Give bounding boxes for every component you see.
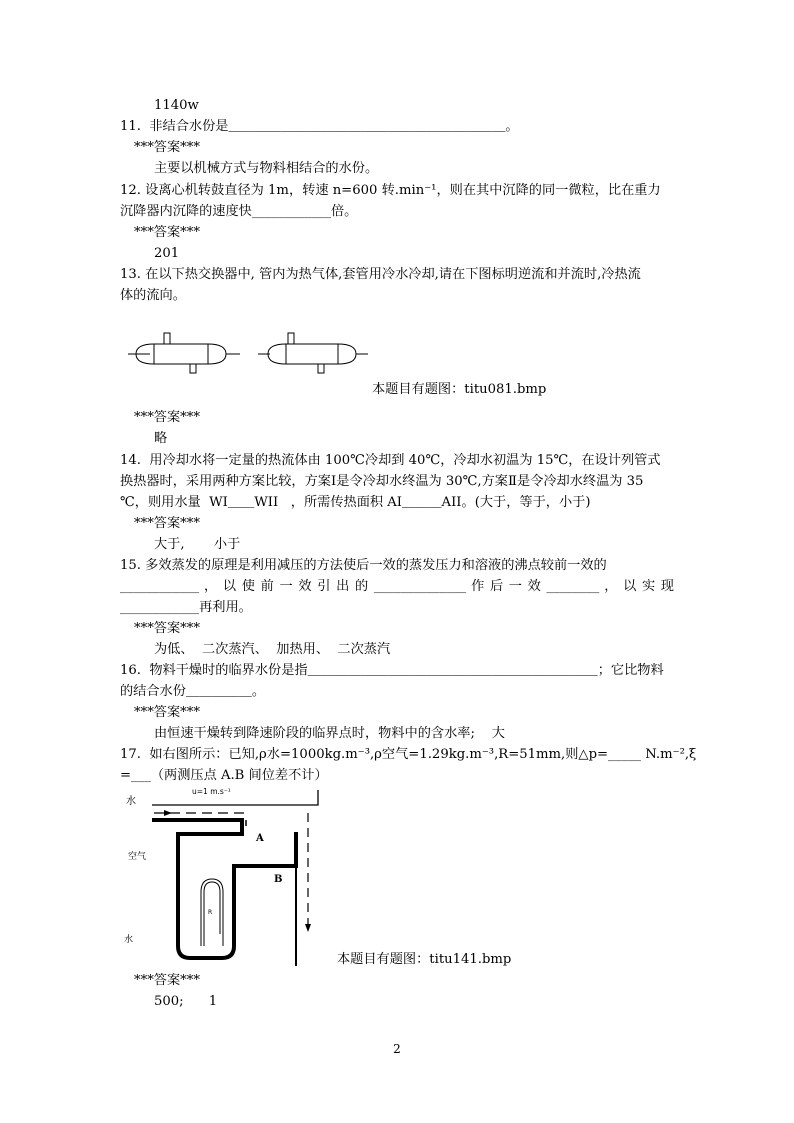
manometer-figure xyxy=(118,786,328,968)
water-inlet-label: 水 xyxy=(126,796,136,807)
question-12-line1: 12. 设离心机转鼓直径为 1m，转速 n=600 转.min⁻¹，则在其中沉降的同一微粒，比在重力 xyxy=(120,183,661,198)
question-13-line2: 体的流向。 xyxy=(120,288,186,303)
point-a-label: A xyxy=(256,833,264,844)
answer-12: 201 xyxy=(154,246,180,261)
air-label: 空气 xyxy=(128,852,147,862)
question-17-line2: =___（两测压点 A.B 间位差不计） xyxy=(120,768,328,783)
answer-11: 主要以机械方式与物料相结合的水份。 xyxy=(154,161,379,176)
answer-heading: ***答案*** xyxy=(134,705,200,720)
point-b-label: B xyxy=(274,874,283,885)
question-11: 11. 非结合水份是＿＿＿＿＿＿＿＿＿＿＿＿＿＿＿＿＿＿＿＿＿。 xyxy=(120,119,519,134)
r-label: R xyxy=(208,909,213,916)
question-15-line2: ____________ ， 以 使 前 一 效 引 出 的 ______________ 作 后 一 效 ________ ， 以 实 现 xyxy=(120,579,674,594)
question-13-line1: 13. 在以下热交换器中, 管内为热气体,套管用冷水冷却,请在下图标明逆流和并流时,冷热流 xyxy=(120,267,641,282)
answer-13: 略 xyxy=(154,431,168,446)
question-14-line2: 换热器时，采用两种方案比较，方案Ⅰ是令冷却水终温为 30℃,方案Ⅱ是令冷却水终温为 35 xyxy=(120,474,644,489)
velocity-label: u=1 m.s⁻¹ xyxy=(192,787,231,796)
question-12-line2: 沉降器内沉降的速度快____________倍。 xyxy=(120,204,358,219)
answer-heading: ***答案*** xyxy=(134,140,200,155)
question-14-line1: 14. 用冷却水将一定量的热流体由 100℃冷却到 40℃，冷却水初温为 15℃，在设计列管式 xyxy=(120,453,661,468)
page-number: 2 xyxy=(393,1042,401,1056)
question-17-line1: 17. 如右图所示：已知,ρ水=1000kg.m⁻³,ρ空气=1.29kg.m⁻³,R=51mm,则△p=_____ N.m⁻²,ξ xyxy=(120,747,697,762)
question-16-line2: 的结合水份＿＿＿＿＿。 xyxy=(120,684,266,699)
answer-heading: ***答案*** xyxy=(134,973,200,988)
answer-17: 500; 1 xyxy=(154,994,218,1009)
answer-heading: ***答案*** xyxy=(134,410,200,425)
question-16-line1: 16. 物料干燥时的临界水份是指＿＿＿＿＿＿＿＿＿＿＿＿＿＿＿＿＿＿＿＿＿＿；它比物料 xyxy=(120,663,664,678)
answer-heading: ***答案*** xyxy=(134,621,200,636)
answer-14: 大于, 小于 xyxy=(154,537,241,552)
answer-16: 由恒速干燥转到降速阶段的临界点时，物料中的含水率; 大 xyxy=(154,726,505,741)
water-label: 水 xyxy=(124,935,134,945)
question-15-line1: 15. 多效蒸发的原理是利用减压的方法使后一效的蒸发压力和溶液的沸点较前一效的 xyxy=(120,558,607,573)
answer-line: 1140w xyxy=(154,98,199,113)
heat-exchanger-figure xyxy=(120,326,370,376)
figure-caption: 本题目有题图：titu081.bmp xyxy=(372,382,547,397)
answer-heading: ***答案*** xyxy=(134,225,200,240)
answer-heading: ***答案*** xyxy=(134,516,200,531)
answer-15: 为低、 二次蒸汽、 加热用、 二次蒸汽 xyxy=(154,642,391,657)
question-14-line3: ℃，则用水量 WI＿＿WII ，所需传热面积 AI＿＿＿AII。(大于，等于，小于) xyxy=(120,495,591,510)
figure-caption: 本题目有题图：titu141.bmp xyxy=(337,952,512,967)
question-15-line3: ____________再利用。 xyxy=(120,600,252,615)
